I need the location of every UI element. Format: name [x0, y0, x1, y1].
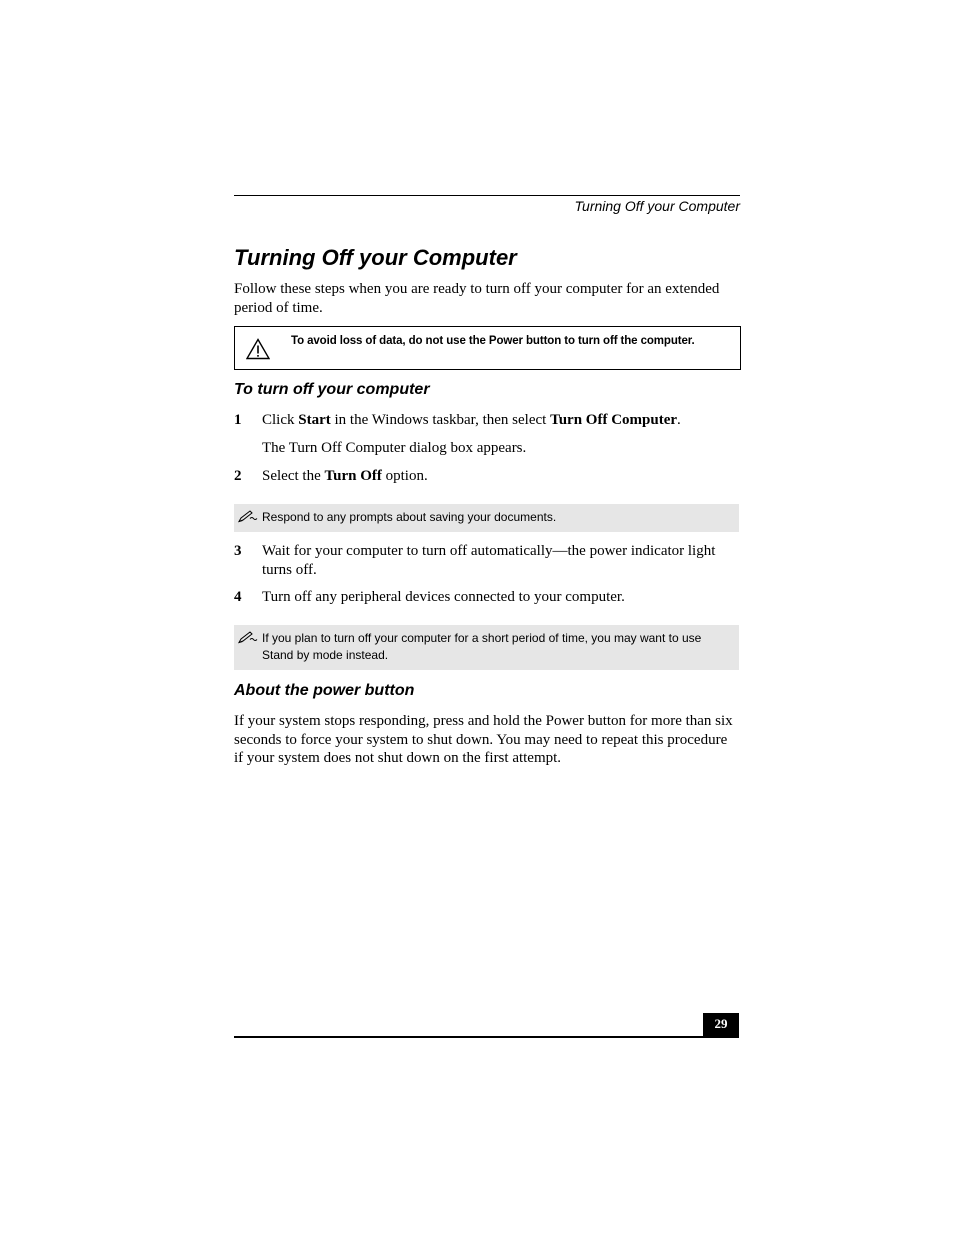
note-box	[234, 504, 739, 532]
step-1-result: The Turn Off Computer dialog box appears.	[262, 440, 527, 456]
intro-paragraph: Follow these steps when you are ready to turn off your computer for an extended period of time.	[234, 281, 720, 316]
note-box	[234, 625, 739, 670]
footer-rule	[234, 1036, 739, 1038]
step-4-text: Turn off any peripheral devices connected to your computer.	[262, 589, 625, 605]
step-3-number: 3	[234, 543, 242, 559]
warning-text: To avoid loss of data, do not use the Power button to turn off the computer.	[291, 335, 695, 347]
step-1-number: 1	[234, 412, 242, 428]
warning-triangle-icon	[246, 338, 270, 360]
step-1-text: Click Start in the Windows taskbar, then select Turn Off Computer.	[262, 412, 681, 428]
page-title: Turning Off your Computer	[234, 245, 517, 270]
header-rule	[234, 195, 740, 196]
procedure-heading: To turn off your computer	[234, 381, 430, 398]
step-3-text: Wait for your computer to turn off automatically—the power indicator light turns off.	[262, 543, 716, 578]
warning-box	[234, 326, 741, 370]
note-text: Respond to any prompts about saving your documents.	[262, 510, 557, 524]
page-number: 29	[703, 1013, 739, 1037]
step-2-text: Select the Turn Off option.	[262, 468, 428, 484]
pencil-note-icon	[238, 509, 258, 523]
note-text: If you plan to turn off your computer for a short period of time, you may want to use Stand by mode instead.	[262, 631, 702, 662]
power-button-heading: About the power button	[234, 682, 415, 699]
power-button-paragraph: If your system stops responding, press and hold the Power button for more than six seconds to force your system to shut down. You may need to repeat this procedure if your system does not shut down on the first attempt.	[234, 713, 733, 766]
running-head: Turning Off your Computer	[574, 198, 740, 214]
pencil-note-icon	[238, 630, 258, 644]
step-2-number: 2	[234, 468, 242, 484]
step-4-number: 4	[234, 589, 242, 605]
